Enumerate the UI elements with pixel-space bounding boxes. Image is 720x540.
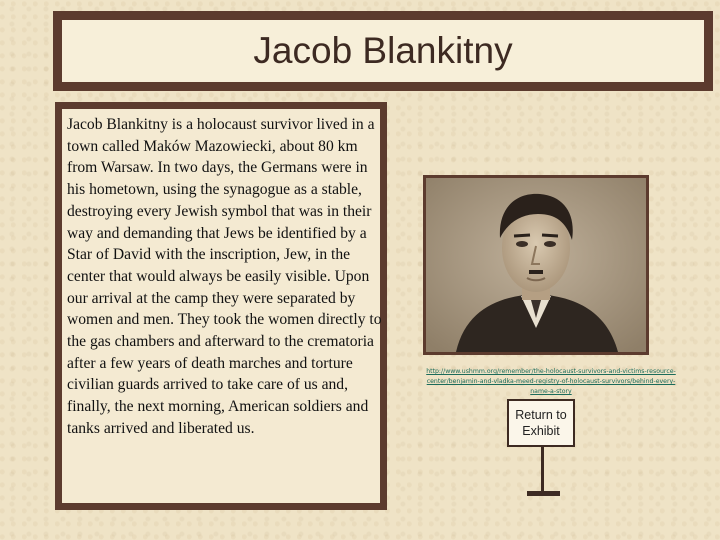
sign-post <box>541 447 544 493</box>
biography-frame <box>55 102 387 510</box>
portrait-photo <box>423 175 649 355</box>
biography-panel <box>62 109 380 503</box>
page-title: Jacob Blankitny <box>253 30 513 71</box>
title-frame <box>53 11 713 91</box>
title-panel <box>62 20 704 82</box>
sign-base <box>527 491 560 496</box>
source-link[interactable]: http://www.ushmm.org/remember/the-holocaust-survivors-and-victims-resource-center/benjamin-and-vladka-meed-registry-of-holocaust-survivors/behind-every-name-a-story <box>426 368 676 395</box>
return-to-exhibit-button[interactable]: Return to Exhibit <box>507 399 575 447</box>
portrait-image <box>426 178 646 352</box>
biography-text: Jacob Blankitny is a holocaust survivor lived in a town called Maków Mazowiecki, about 80 km from Warsaw. In two days, the Germans were in his hometown, using the synagogue as a stable, destroying every Jewish symbol that was in their way and demanding that Jews be identified by a Star of David with the inscription, Jew, in the center that would always be easily visible. Upon our arrival at the camp they were separated by women and men. They took the women directly to the gas chambers and afterward to the crematoria after a few years of death marches and torture civilian guards arrived to take care of us and, finally, the next morning, American soldiers and tanks arrived and liberated us. <box>67 116 382 437</box>
